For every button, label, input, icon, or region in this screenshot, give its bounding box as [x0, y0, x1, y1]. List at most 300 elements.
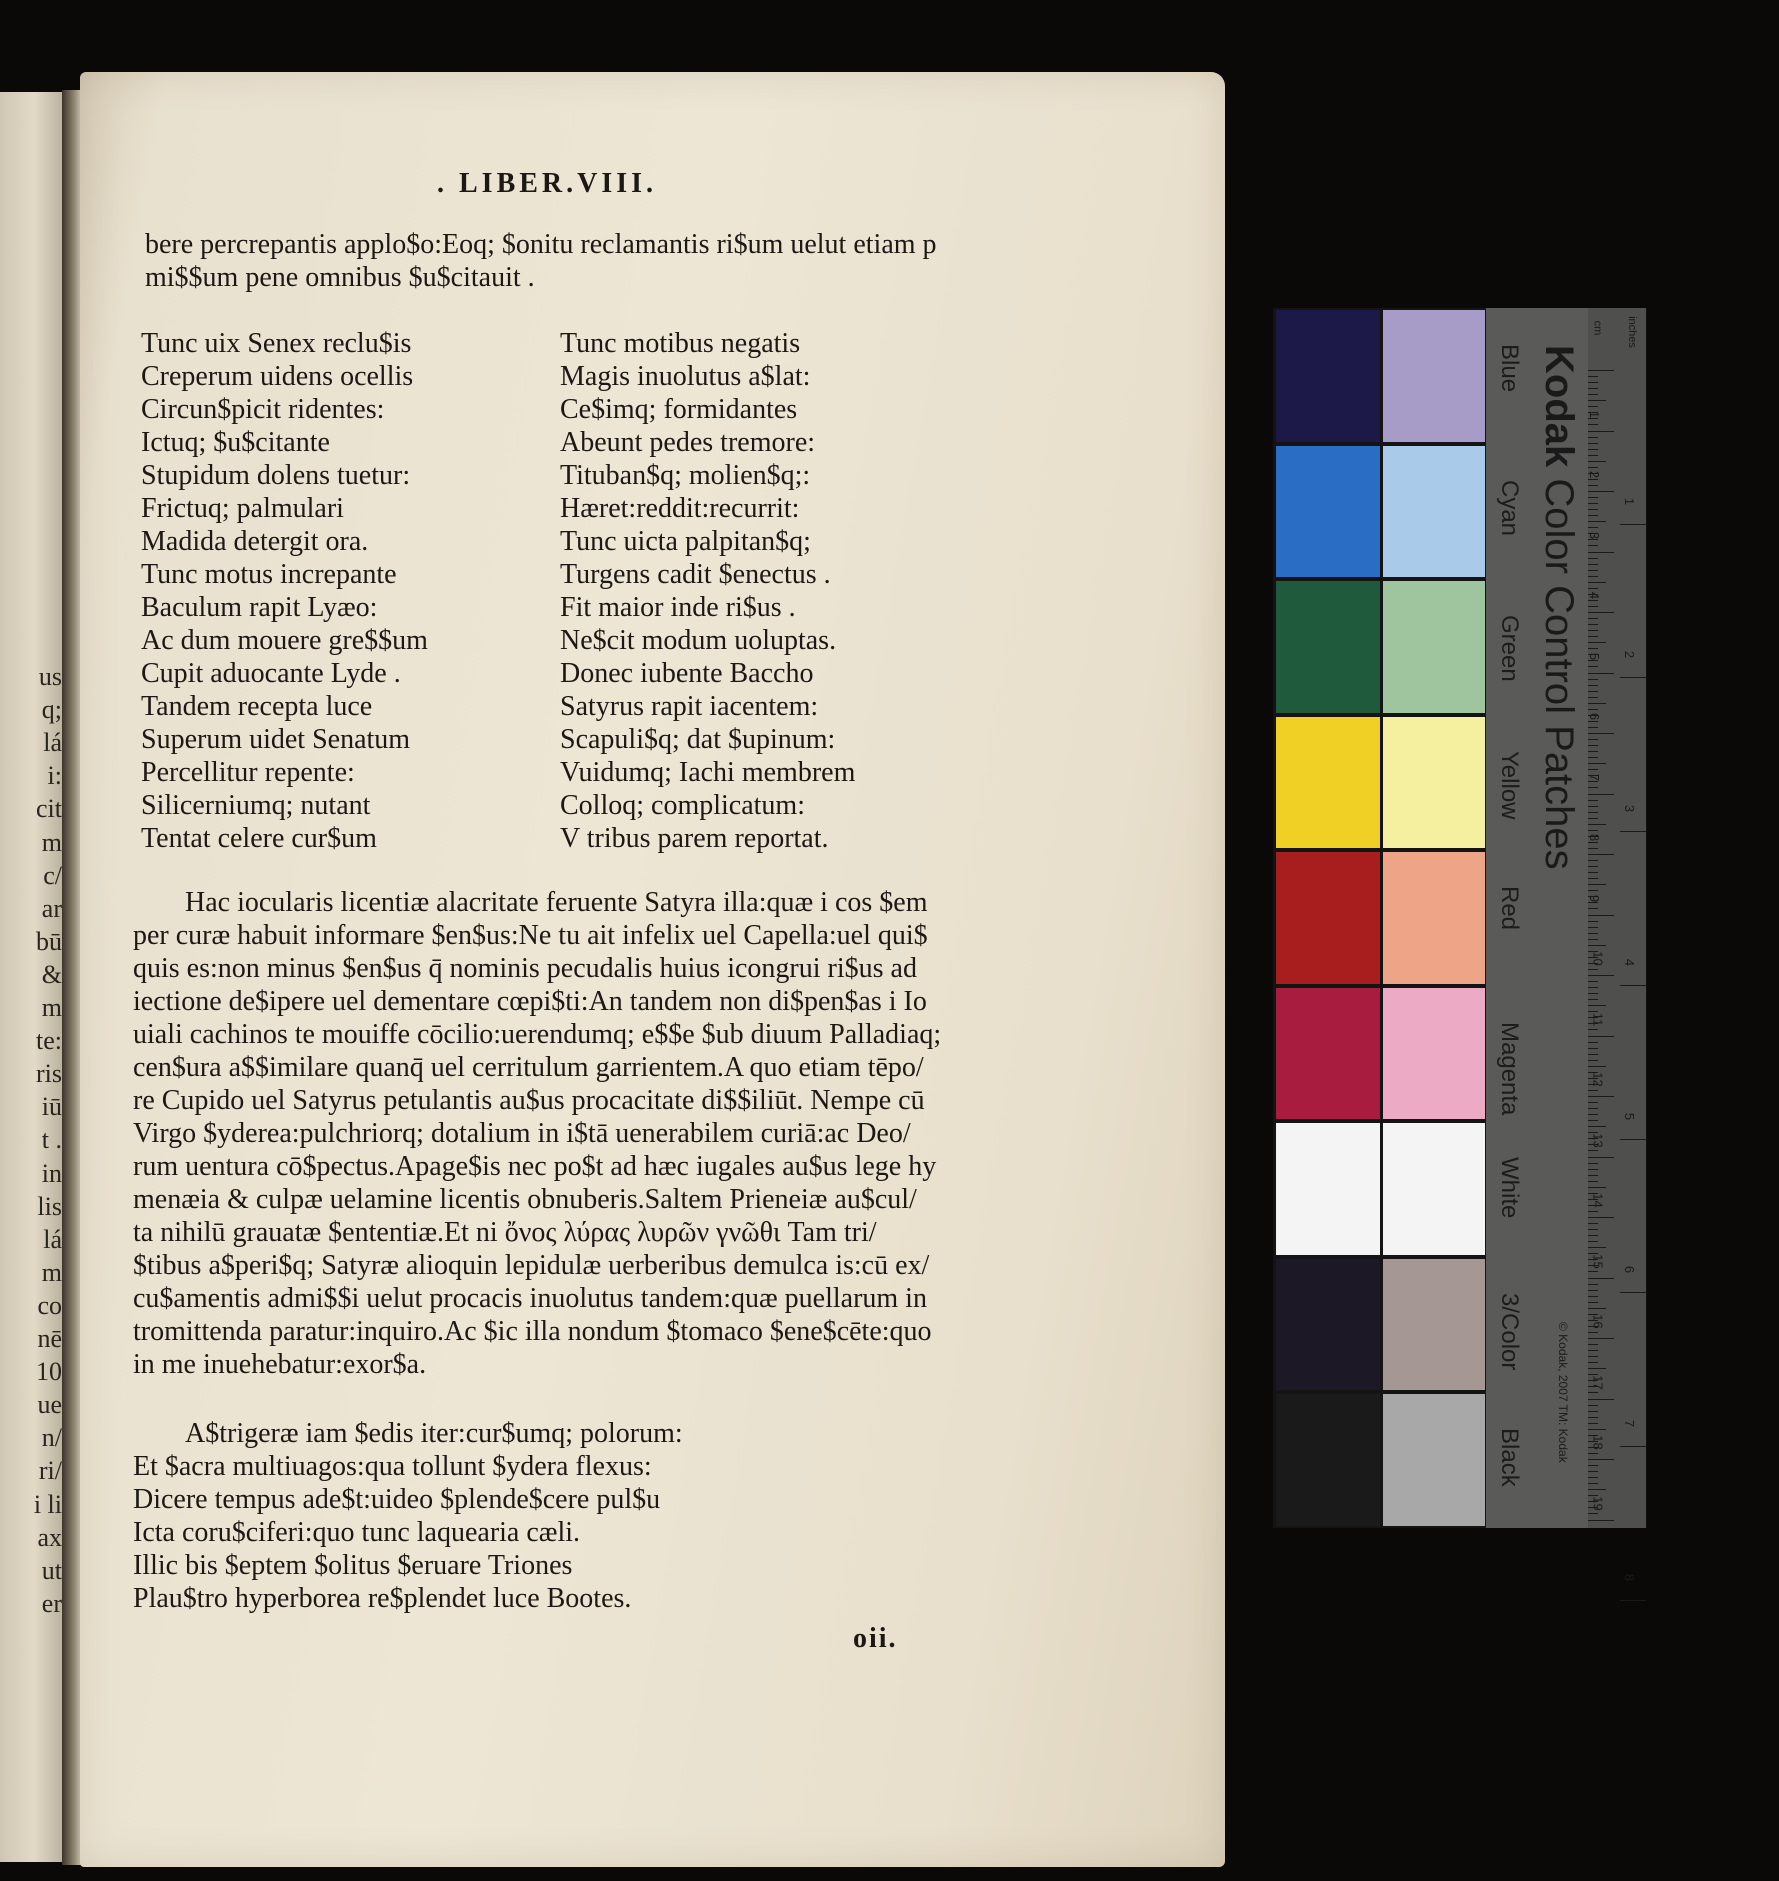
color-target-title-text: Color Control Patches: [1537, 478, 1581, 870]
ruler-tick: [1588, 539, 1598, 540]
ruler-tick: [1588, 981, 1598, 982]
ruler-tick: [1588, 509, 1598, 510]
ruler-tick: [1588, 902, 1598, 903]
text-line: per curæ habuit informare $en$us:Ne tu ait infelix uel Capella:uel qui$: [133, 920, 928, 951]
ruler-cm-label: 16: [1590, 1314, 1606, 1329]
ruler-tick: [1588, 443, 1598, 444]
ruler-tick: [1588, 866, 1598, 867]
ruler-tick: [1588, 1417, 1598, 1418]
left-page-fragment: in: [41, 1158, 62, 1188]
text-line: Hæret:reddit:recurrit:: [560, 493, 800, 524]
ruler-tick: [1588, 449, 1598, 450]
text-line: Ictuq; $u$citante: [141, 427, 330, 458]
ruler-inch-tick: [1620, 524, 1646, 525]
ruler-cm-label: 9: [1587, 894, 1603, 902]
ruler-tick: [1588, 1332, 1598, 1333]
ruler-tick: [1588, 703, 1606, 704]
left-page-fragment: bū: [36, 926, 62, 956]
ruler-tick: [1588, 1163, 1598, 1164]
text-line: Tandem recepta luce: [141, 691, 373, 722]
ruler-tick: [1588, 1150, 1598, 1151]
ruler-cm-label: 13: [1590, 1132, 1606, 1148]
text-line: mi$$um pene omnibus $u$citauit .: [145, 262, 535, 293]
ruler-tick: [1588, 1114, 1598, 1115]
ruler-tick: [1588, 769, 1598, 770]
patch-label: Green: [1496, 615, 1523, 682]
ruler-tick: [1588, 1005, 1606, 1006]
ruler-tick: [1588, 527, 1598, 528]
ruler-tick: [1588, 1169, 1598, 1170]
patch-label: Yellow: [1496, 750, 1523, 820]
text-line: Frictuq; palmulari: [141, 493, 344, 524]
ruler-tick: [1588, 1229, 1598, 1230]
text-line: Ce$imq; formidantes: [560, 394, 798, 425]
color-patch: [1276, 1259, 1380, 1391]
ruler-tick: [1588, 521, 1606, 522]
ruler-tick: [1588, 812, 1598, 813]
ruler-tick: [1588, 376, 1598, 377]
ruler-tick: [1588, 1302, 1598, 1303]
ruler-tick: [1588, 1066, 1606, 1067]
color-patch: [1383, 852, 1485, 984]
left-page-fragment: ris: [36, 1059, 62, 1089]
ruler-cm-label: 8: [1587, 833, 1603, 842]
left-page-fragment: co: [37, 1290, 62, 1320]
ruler-inch-label: 6: [1622, 1266, 1638, 1274]
color-target-title: [1536, 345, 1581, 870]
ruler-tick: [1588, 552, 1614, 553]
folio-signature: oii.: [853, 1623, 898, 1654]
text-line: Tentat celere cur$um: [141, 823, 377, 854]
ruler-cm-label: 10: [1590, 951, 1606, 966]
left-page-edge: [0, 92, 62, 1862]
ruler-tick: [1588, 872, 1598, 873]
ruler-tick: [1588, 1411, 1598, 1412]
left-page-fragment: cit: [36, 794, 62, 824]
left-page-fragment: lis: [37, 1191, 62, 1221]
ruler-tick: [1588, 1029, 1598, 1030]
ruler-tick: [1588, 582, 1606, 583]
intro-paragraph: [145, 228, 937, 294]
ruler-inch-tick: [1620, 1292, 1646, 1293]
ruler-tick: [1588, 1429, 1606, 1430]
text-line: Superum uidet Senatum: [141, 724, 411, 755]
ruler-tick: [1588, 388, 1598, 389]
ruler-tick: [1588, 1181, 1598, 1182]
text-line: Ne$cit modum uoluptas.: [560, 625, 837, 656]
left-page-fragment: ue: [37, 1390, 62, 1420]
ruler-tick: [1588, 1483, 1598, 1484]
ruler-cm-label: 19: [1590, 1495, 1606, 1511]
text-line: Percellitur repente:: [141, 757, 355, 788]
ruler-tick: [1588, 497, 1598, 498]
ruler-tick: [1588, 781, 1598, 782]
text-line: Tunc uicta palpitan$q;: [560, 526, 811, 557]
ruler-tick: [1588, 606, 1598, 607]
text-line: Et $acra multiuagos:qua tollunt $ydera flexus:: [133, 1451, 652, 1482]
color-patch: [1383, 1123, 1485, 1255]
text-line: Ac dum mouere gre$$um: [141, 625, 428, 656]
ruler-tick: [1588, 878, 1598, 879]
ruler-tick: [1588, 1278, 1614, 1279]
ruler-inch-tick: [1620, 1600, 1646, 1601]
ruler-cm-label: 1: [1587, 410, 1603, 418]
color-patch: [1383, 581, 1485, 713]
text-line: uiali cachinos te mouiffe cōcilio:uerendumq; e$$e $ub diuum Palladiaq;: [133, 1019, 942, 1050]
ruler-tick: [1588, 394, 1598, 395]
running-head: . LIBER.VIII.: [437, 168, 658, 199]
ruler-tick: [1588, 1399, 1614, 1400]
text-line: Icta coru$ciferi:quo tunc laquearia cæli.: [133, 1517, 581, 1548]
text-line: A$trigeræ iam $edis iter:cur$umq; polorum:: [185, 1418, 683, 1449]
ruler-tick: [1588, 763, 1606, 764]
patch-label: Cyan: [1496, 479, 1523, 536]
ruler-tick: [1588, 1096, 1614, 1097]
ruler-tick: [1588, 437, 1598, 438]
text-line: Tunc uix Senex reclu$is: [141, 328, 412, 359]
ruler-tick: [1588, 679, 1598, 680]
prose-paragraph: [133, 886, 941, 1381]
ruler-tick: [1588, 915, 1614, 916]
color-patch: [1276, 446, 1380, 578]
ruler-tick: [1588, 685, 1598, 686]
ruler-tick: [1588, 1423, 1598, 1424]
ruler-tick: [1588, 806, 1598, 807]
ruler-tick: [1588, 745, 1598, 746]
ruler-tick: [1588, 908, 1598, 909]
ruler-tick: [1588, 1368, 1606, 1369]
closing-poem: [133, 1417, 683, 1615]
text-line: Virgo $yderea:pulchriorq; dotalium in i$tā uenerabilem curiā:ac Deo/: [133, 1118, 911, 1149]
ruler-inch-label: 2: [1622, 651, 1638, 659]
color-patch: [1276, 1394, 1380, 1526]
patch-label: Blue: [1496, 344, 1523, 393]
text-line: Hac iocularis licentiæ alacritate feruente Satyra illa:quæ i cos $em: [185, 887, 928, 918]
ruler-tick: [1588, 1459, 1614, 1460]
ruler-cm-label: 4: [1587, 591, 1603, 600]
ruler-tick: [1588, 1223, 1598, 1224]
ruler-tick: [1588, 1120, 1598, 1121]
ruler-cm-label: 6: [1587, 712, 1603, 721]
ruler-tick: [1588, 939, 1598, 940]
text-line: Tituban$q; molien$q;:: [560, 460, 811, 491]
ruler-cm-label: 3: [1587, 531, 1603, 539]
ruler-cm-label: 15: [1590, 1253, 1606, 1269]
left-page-fragment: ar: [41, 893, 62, 923]
ruler-tick: [1588, 406, 1598, 407]
text-line: cu$amentis admi$$i uelut procacis inuolutus tandem:quæ puellarum in: [133, 1283, 927, 1314]
ruler-inch-tick: [1620, 985, 1646, 986]
left-page-fragment: c/: [43, 860, 62, 890]
ruler-tick: [1588, 485, 1598, 486]
ruler-tick: [1588, 1471, 1598, 1472]
left-page-fragment: ut: [41, 1555, 62, 1585]
ruler-tick: [1588, 824, 1606, 825]
ruler-tick: [1588, 709, 1598, 710]
ruler-tick: [1588, 999, 1598, 1000]
ruler-inch-label: 1: [1622, 497, 1638, 505]
ruler-tick: [1588, 1405, 1598, 1406]
ruler-tick: [1588, 860, 1598, 861]
ruler-tick: [1588, 1284, 1598, 1285]
text-line: Dicere tempus ade$t:uideo $plende$cere pul$u: [133, 1484, 661, 1515]
ruler-tick: [1588, 921, 1598, 922]
text-line: Magis inuolutus a$lat:: [560, 361, 811, 392]
ruler-tick: [1588, 733, 1614, 734]
ruler-tick: [1588, 588, 1598, 589]
ruler-tick: [1588, 987, 1598, 988]
ruler-tick: [1588, 969, 1598, 970]
kodak-brand: Kodak: [1537, 345, 1581, 468]
text-line: ta nihilū grauatæ $ententiæ.Et ni ὄνος λύρας λυρῶν γνῶθι Tam tri/: [133, 1217, 877, 1248]
ruler-tick: [1588, 576, 1598, 577]
ruler-tick: [1588, 739, 1598, 740]
ruler-tick: [1588, 945, 1606, 946]
ruler-tick: [1588, 1157, 1614, 1158]
ruler-tick: [1588, 975, 1614, 976]
ruler-tick: [1588, 848, 1598, 849]
ruler-tick: [1588, 491, 1614, 492]
ruler-tick: [1588, 890, 1598, 891]
ruler-tick: [1588, 1338, 1614, 1339]
color-patch: [1383, 988, 1485, 1120]
ruler-tick: [1588, 1048, 1598, 1049]
ruler-tick: [1588, 1042, 1598, 1043]
measurement-ruler: [1587, 308, 1646, 1581]
color-patch: [1276, 852, 1380, 984]
left-page-fragment: q;: [41, 695, 62, 725]
ruler-tick: [1588, 503, 1598, 504]
ruler-tick: [1588, 1235, 1598, 1236]
ruler-inch-label: 3: [1622, 804, 1638, 813]
ruler-tick: [1588, 1453, 1598, 1454]
text-line: Scapuli$q; dat $upinum:: [560, 724, 836, 755]
ruler-inch-label: 7: [1622, 1419, 1638, 1428]
ruler-tick: [1588, 1060, 1598, 1061]
ruler-tick: [1588, 431, 1614, 432]
ruler-unit-cm: cm: [1591, 320, 1604, 336]
ruler-inch-label: 8: [1622, 1573, 1638, 1581]
verse-column-right: [560, 327, 855, 855]
color-patch: [1276, 1123, 1380, 1255]
ruler-tick: [1588, 1211, 1598, 1212]
ruler-tick: [1588, 757, 1598, 758]
ruler-tick: [1588, 642, 1606, 643]
ruler-tick: [1588, 467, 1598, 468]
ruler-tick: [1588, 382, 1598, 383]
ruler-tick: [1588, 1271, 1598, 1272]
ruler-cm-label: 11: [1590, 1012, 1606, 1026]
text-line: cen$ura a$$imilare quanq̄ uel cerritulum garrientem.A quo etiam tēpo/: [133, 1052, 924, 1083]
text-line: Colloq; complicatum:: [560, 790, 805, 821]
text-line: menæia & culpæ uelamine licentis obnuberis.Saltem Prieneiæ au$cul/: [133, 1184, 917, 1215]
ruler-tick: [1588, 787, 1598, 788]
left-page-fragment: i:: [47, 761, 62, 791]
ruler-tick: [1588, 612, 1614, 613]
ruler-tick: [1588, 648, 1598, 649]
ruler-tick: [1588, 1477, 1598, 1478]
ruler-tick: [1588, 564, 1598, 565]
left-page-fragment: m: [41, 827, 62, 857]
ruler-tick: [1588, 455, 1598, 456]
ruler-cm-label: 14: [1590, 1193, 1606, 1208]
left-page-fragment: i li: [33, 1489, 62, 1519]
ruler-inch-label: 5: [1622, 1112, 1638, 1120]
left-page-fragment: m: [41, 993, 62, 1022]
text-line: Baculum rapit Lyæo:: [141, 592, 378, 623]
left-page-fragment: t .: [41, 1125, 62, 1155]
ruler-tick: [1588, 1362, 1598, 1363]
text-line: re Cupido uel Satyrus petulantis au$us procacitate di$$iliūt. Nempe cū: [133, 1085, 925, 1116]
ruler-tick: [1588, 600, 1598, 601]
ruler-tick: [1588, 993, 1598, 994]
patch-label: White: [1496, 1157, 1523, 1219]
ruler-tick: [1588, 424, 1598, 425]
ruler-tick: [1588, 1465, 1598, 1466]
color-target-copyright: © Kodak, 2007 TM: Kodak: [1556, 1322, 1570, 1463]
color-patch: [1276, 717, 1380, 849]
ruler-inch-tick: [1620, 831, 1646, 832]
ruler-tick: [1588, 1175, 1598, 1176]
color-patch: [1383, 1394, 1485, 1526]
ruler-tick: [1588, 1090, 1598, 1091]
left-page-fragment: &: [41, 959, 62, 989]
ruler-tick: [1588, 1036, 1614, 1037]
ruler-tick: [1588, 1344, 1598, 1345]
left-page-fragment: 10: [36, 1357, 62, 1387]
color-patch: [1276, 581, 1380, 713]
verse-column-left: [141, 327, 428, 855]
ruler-tick: [1588, 1187, 1606, 1188]
ruler-cm-label: 7: [1587, 773, 1603, 781]
ruler-tick: [1588, 830, 1598, 831]
left-page-fragment: iū: [41, 1092, 62, 1122]
color-patch: [1383, 310, 1485, 442]
left-page-fragment: m: [41, 1257, 62, 1287]
color-patch: [1276, 310, 1380, 442]
ruler-tick: [1588, 933, 1598, 934]
text-line: Turgens cadit $enectus .: [560, 559, 831, 590]
text-line: Vuidumq; Iachi membrem: [560, 757, 856, 788]
ruler-tick: [1588, 1217, 1614, 1218]
ruler-tick: [1588, 461, 1606, 462]
left-page-fragment: lá: [43, 728, 62, 758]
text-line: Cupit aduocante Lyde .: [141, 658, 401, 689]
ruler-tick: [1588, 630, 1598, 631]
ruler-tick: [1588, 666, 1598, 667]
text-line: rum uentura cō$pectus.Apage$is nec po$t ad hæc iugales au$us lege hy: [133, 1151, 937, 1182]
ruler-tick: [1588, 1489, 1606, 1490]
text-line: Fit maior inde ri$us .: [560, 592, 796, 623]
text-line: Tunc motus increpante: [141, 559, 397, 590]
ruler-tick: [1588, 884, 1606, 885]
text-line: tromittenda paratur:inquiro.Ac $ic illa nondum $tomaco $ene$cēte:quo: [133, 1316, 932, 1347]
text-line: Illic bis $eptem $olitus $eruare Triones: [133, 1550, 573, 1581]
text-line: Abeunt pedes tremore:: [560, 427, 816, 458]
ruler-unit-inches: inches: [1625, 316, 1638, 348]
text-line: Creperum uidens ocellis: [141, 361, 414, 392]
ruler-tick: [1588, 1247, 1606, 1248]
text-line: V tribus parem reportat.: [560, 823, 829, 854]
text-line: $tibus a$peri$q; Satyræ alioquin lepidulæ uerberibus demulca is:cū ex/: [133, 1250, 930, 1281]
ruler-tick: [1588, 927, 1598, 928]
ruler-tick: [1588, 1356, 1598, 1357]
ruler-tick: [1588, 1290, 1598, 1291]
ruler-tick: [1588, 842, 1598, 843]
text-line: Stupidum dolens tuetur:: [141, 460, 411, 491]
ruler-tick: [1588, 479, 1598, 480]
ruler-cm-label: 18: [1590, 1435, 1606, 1450]
text-line: Silicerniumq; nutant: [141, 790, 371, 821]
ruler-tick: [1588, 1520, 1614, 1521]
ruler-inch-tick: [1620, 1446, 1646, 1447]
ruler-tick: [1588, 1102, 1598, 1103]
ruler-tick: [1588, 1054, 1598, 1055]
text-line: Plau$tro hyperborea re$plendet luce Bootes.: [133, 1583, 632, 1614]
patch-label: 3/Color: [1496, 1292, 1523, 1371]
ruler-tick: [1588, 1126, 1606, 1127]
text-line: Donec iubente Baccho: [560, 658, 814, 689]
ruler-tick: [1588, 1108, 1598, 1109]
left-page-fragment: te:: [36, 1026, 62, 1056]
color-patch: [1276, 988, 1380, 1120]
patch-label: Black: [1496, 1428, 1523, 1488]
left-page-fragment: ax: [37, 1522, 62, 1552]
text-line: Madida detergit ora.: [141, 526, 369, 557]
ruler-tick: [1588, 400, 1606, 401]
text-line: in me inuehebatur:exor$a.: [133, 1349, 427, 1380]
left-page-fragment: er: [41, 1588, 62, 1618]
ruler-tick: [1588, 1308, 1606, 1309]
color-patch: [1383, 446, 1485, 578]
ruler-tick: [1588, 691, 1598, 692]
ruler-inch-label: 4: [1622, 958, 1638, 966]
book-gutter: [62, 90, 82, 1865]
ruler-tick: [1588, 854, 1614, 855]
ruler-tick: [1588, 624, 1598, 625]
ruler-tick: [1588, 618, 1598, 619]
ruler-tick: [1588, 370, 1614, 371]
text-line: Circun$picit ridentes:: [141, 394, 385, 425]
patch-label: Red: [1496, 886, 1523, 931]
ruler-tick: [1588, 800, 1598, 801]
ruler-cm-label: 5: [1587, 652, 1603, 660]
color-patch: [1383, 717, 1485, 849]
ruler-tick: [1588, 1392, 1598, 1393]
ruler-cm-label: 12: [1590, 1072, 1606, 1087]
ruler-tick: [1588, 1241, 1598, 1242]
ruler-tick: [1588, 1513, 1598, 1514]
text-line: Tunc motibus negatis: [560, 328, 801, 359]
text-line: quis es:non minus $en$us q̄ nominis pecudalis huius icongrui ri$us ad: [133, 953, 917, 984]
left-page-fragment: n/: [41, 1423, 62, 1453]
ruler-cm-label: 17: [1590, 1374, 1606, 1390]
ruler-tick: [1588, 673, 1614, 674]
ruler-tick: [1588, 727, 1598, 728]
left-page-fragment: nē: [37, 1324, 62, 1353]
color-patch: [1383, 1259, 1485, 1391]
patch-label: Magenta: [1496, 1021, 1523, 1116]
ruler-tick: [1588, 660, 1598, 661]
ruler-tick: [1588, 636, 1598, 637]
ruler-tick: [1588, 558, 1598, 559]
ruler-tick: [1588, 515, 1598, 516]
ruler-tick: [1588, 1350, 1598, 1351]
ruler-tick: [1588, 751, 1598, 752]
ruler-tick: [1588, 418, 1598, 419]
ruler-inch-tick: [1620, 677, 1646, 678]
text-line: Satyrus rapit iacentem:: [560, 691, 819, 722]
